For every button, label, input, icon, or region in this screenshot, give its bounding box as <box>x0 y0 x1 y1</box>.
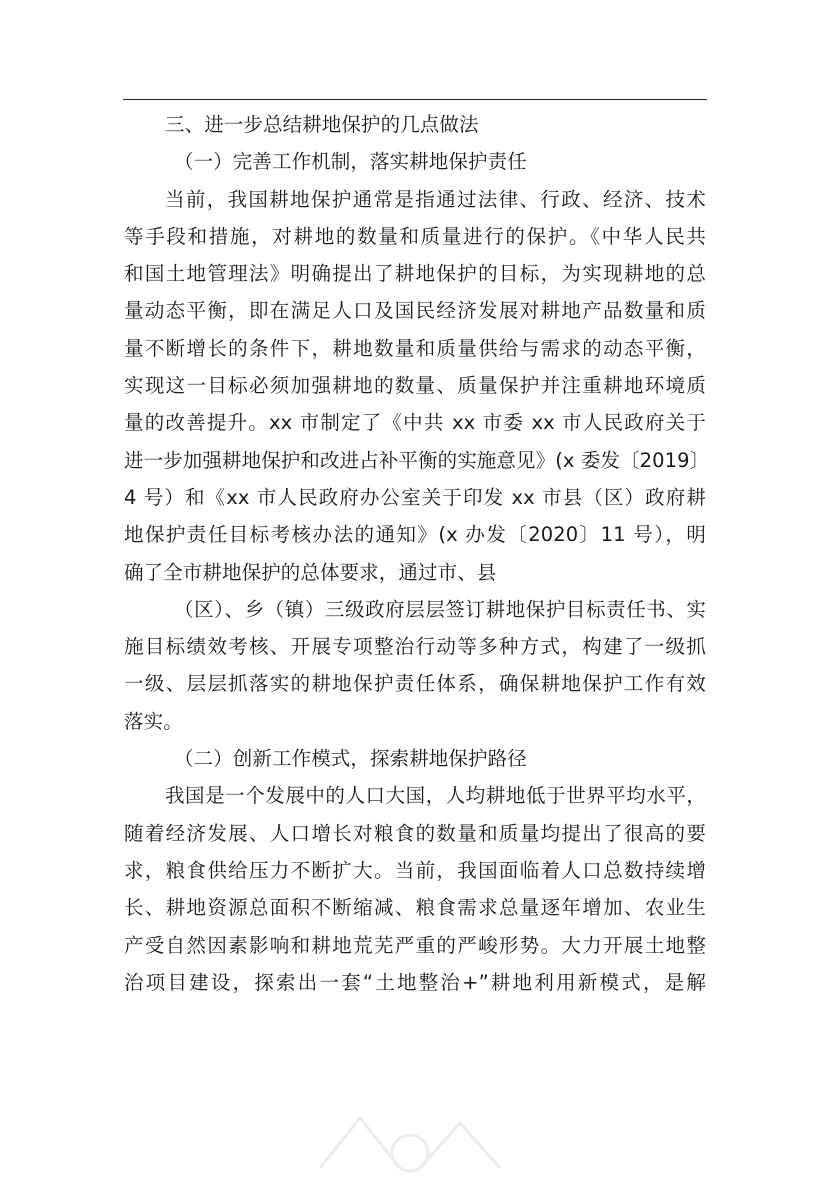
paragraph-line: 和国土地管理法》明确提出了耕地保护的目标，为实现耕地的总 <box>124 262 706 286</box>
paragraph-line: 量的改善提升。xx 市制定了《中共 xx 市委 xx 市人民政府关于 <box>124 411 706 435</box>
paragraph-line: 一级、层层抓落实的耕地保护责任体系，确保耕地保护工作有效 <box>124 672 706 696</box>
paragraph-line: 确了全市耕地保护的总体要求，通过市、县 <box>124 560 497 584</box>
paragraph-line: 我国是一个发展中的人口大国，人均耕地低于世界平均水平， <box>165 784 706 808</box>
paragraph-line: 当前，我国耕地保护通常是指通过法律、行政、经济、技术 <box>165 187 706 211</box>
paragraph-line: 施目标绩效考核、开展专项整治行动等多种方式，构建了一级抓 <box>124 635 706 659</box>
paragraph-line: 地保护责任目标考核办法的通知》(x 办发〔2020〕11 号），明 <box>124 523 706 547</box>
paragraph-line: 治项目建设，探索出一套“土地整治+”耕地利用新模式，是解 <box>124 970 706 994</box>
header-rule <box>123 99 707 100</box>
paragraph-responsibility-system <box>124 591 706 740</box>
paragraph-line: 求，粮食供给压力不断扩大。当前，我国面临着人口总数持续增 <box>124 858 706 882</box>
paragraph-line: 进一步加强耕地保护和改进占补平衡的实施意见》(x 委发〔2019〕 <box>124 448 710 472</box>
paragraph-line: （区）、乡（镇）三级政府层层签订耕地保护目标责任书、实 <box>174 597 706 621</box>
paragraph-line: 4 号）和《xx 市人民政府办公室关于印发 xx 市县（区）政府耕 <box>124 485 706 509</box>
paragraph-line: 等手段和措施，对耕地的数量和质量进行的保护。《中华人民共 <box>124 224 706 248</box>
document-body <box>124 106 710 1001</box>
paragraph-line: 量动态平衡，即在满足人口及国民经济发展对耕地产品数量和质 <box>124 299 706 323</box>
subsection-title-2: （二）创新工作模式，探索耕地保护路径 <box>174 747 527 771</box>
paragraph-line: 落实。 <box>124 709 183 733</box>
paragraph-work-model <box>124 777 706 1001</box>
paragraph-line: 随着经济发展、人口增长对粮食的数量和质量均提出了很高的要 <box>124 821 706 845</box>
paragraph-line: 量不断增长的条件下，耕地数量和质量供给与需求的动态平衡， <box>124 336 706 360</box>
section-heading: 三、进一步总结耕地保护的几点做法 <box>165 113 479 136</box>
paragraph-line: 产受自然因素影响和耕地荒芜严重的严峻形势。大力开展土地整 <box>124 933 706 957</box>
paragraph-responsibility <box>124 181 710 591</box>
watermark-graphic <box>300 1098 520 1178</box>
subsection-title-1: （一）完善工作机制，落实耕地保护责任 <box>174 150 527 174</box>
paragraph-line: 长、耕地资源总面积不断缩减、粮食需求总量逐年增加、农业生 <box>124 896 706 920</box>
paragraph-line: 实现这一目标必须加强耕地的数量、质量保护并注重耕地环境质 <box>124 374 706 398</box>
